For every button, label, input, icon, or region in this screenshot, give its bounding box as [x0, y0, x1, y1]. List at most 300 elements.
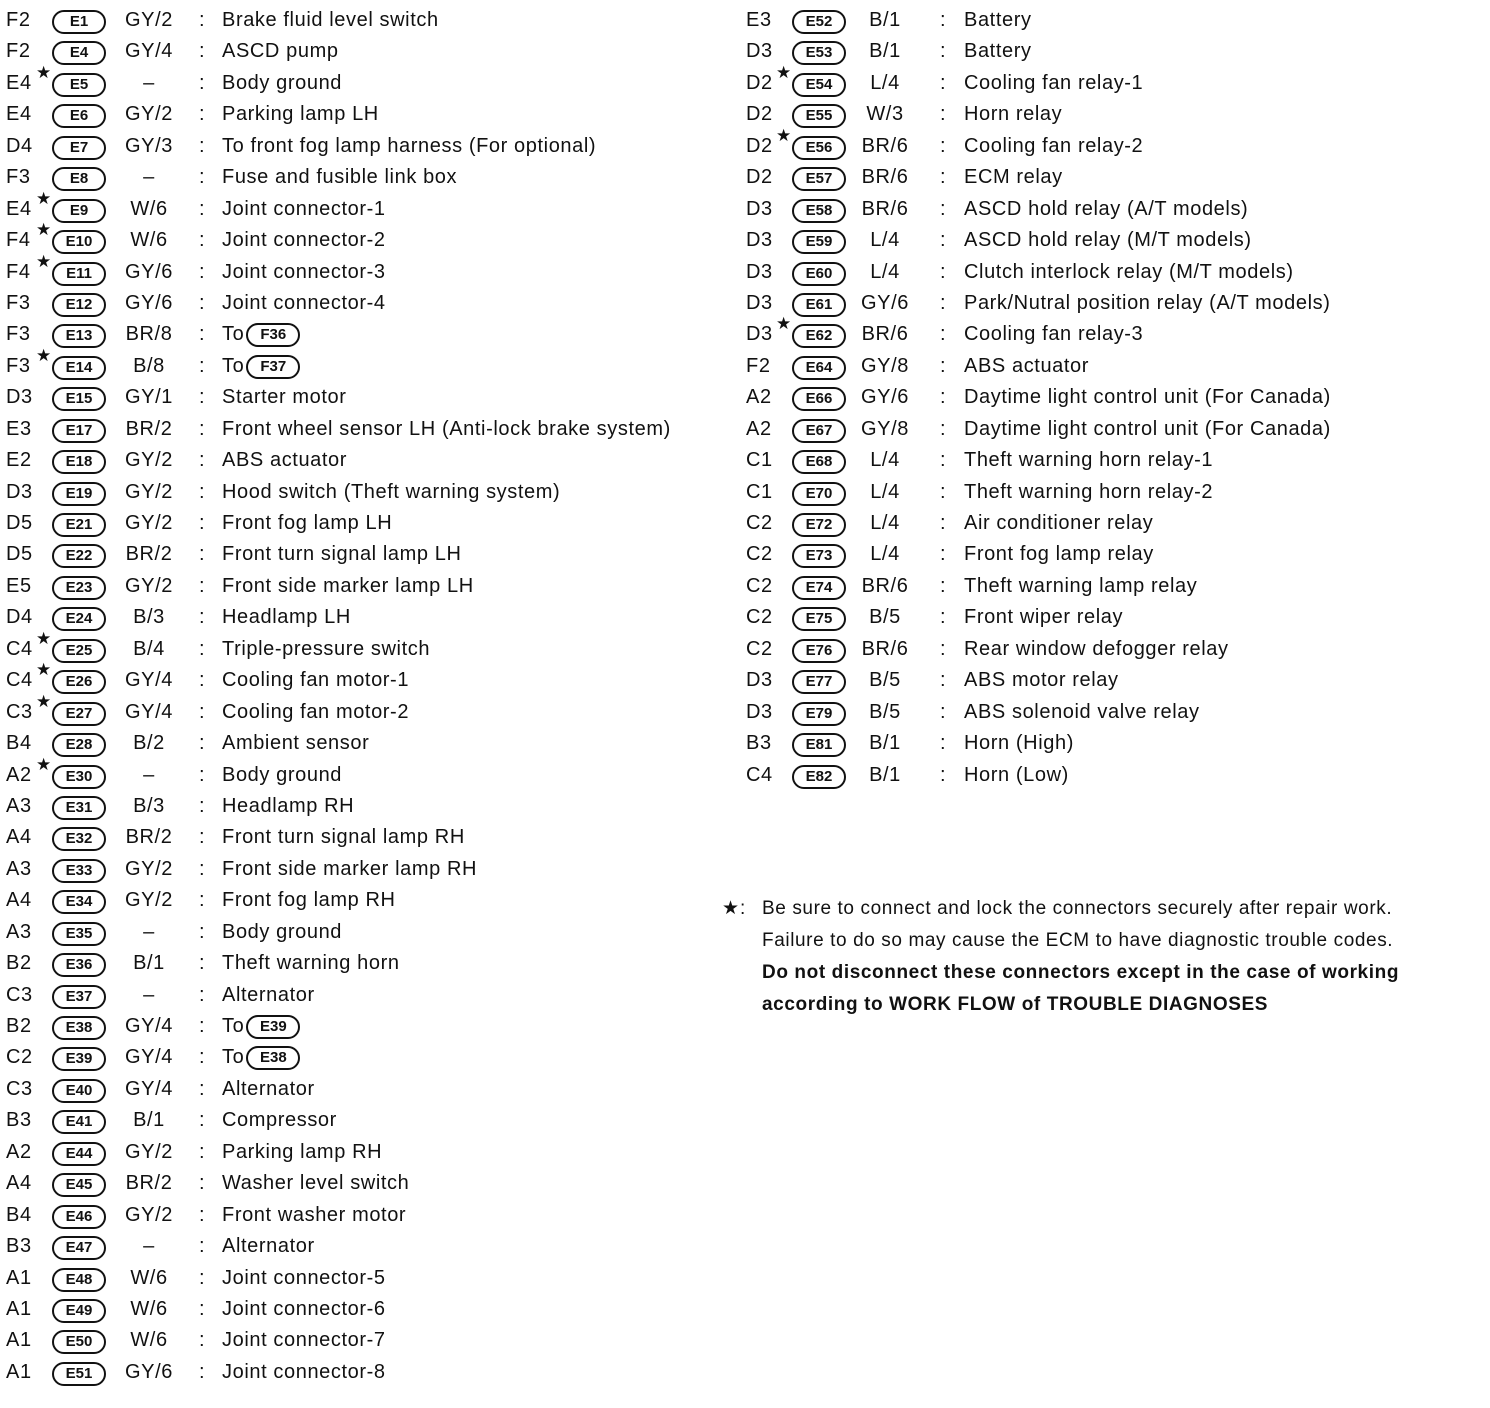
connector-description [964, 257, 1294, 288]
connector-description [222, 257, 386, 288]
description-text: Front side marker lamp LH [222, 574, 474, 597]
description-text: Daytime light control unit (For Canada) [964, 417, 1331, 440]
connector-description [222, 508, 392, 539]
description-text: Clutch interlock relay (M/T models) [964, 260, 1294, 283]
connector-row [746, 5, 1386, 36]
description-text: Fuse and fusible link box [222, 166, 458, 189]
description-text: Headlamp RH [222, 794, 355, 817]
grid-location: E3 [6, 417, 32, 440]
connector-number-badge: E70 [792, 482, 846, 506]
terminal-spec: GY/6 [125, 291, 173, 314]
terminal-spec: W/3 [866, 103, 904, 126]
grid-location: C2 [6, 1046, 33, 1069]
colon-separator: : [940, 512, 947, 534]
grid-location: F3 [6, 323, 31, 346]
description-text: Joint connector-1 [222, 197, 386, 220]
connector-number-badge: E8 [52, 167, 106, 191]
referenced-connector-badge: E39 [246, 1015, 300, 1039]
description-text: Joint connector-4 [222, 291, 386, 314]
connector-description [222, 1357, 386, 1388]
star-icon: ★ [36, 62, 52, 82]
connector-description [222, 1263, 386, 1294]
connector-number-badge: E53 [792, 41, 846, 65]
connector-description [964, 194, 1248, 225]
grid-location: A3 [6, 920, 32, 943]
connector-number-badge: E15 [52, 387, 106, 411]
colon-separator: : [940, 166, 947, 189]
description-text: Body ground [222, 920, 343, 943]
description-text: Starter motor [222, 386, 347, 409]
connector-row [6, 319, 726, 350]
colon-separator: : [940, 260, 947, 283]
description-text: Body ground [222, 71, 343, 94]
description-text: Joint connector-5 [222, 1266, 386, 1289]
description-text: Triple-pressure switch [222, 637, 431, 660]
colon-separator: : [940, 732, 947, 755]
terminal-spec: GY/2 [125, 574, 173, 597]
connector-row [746, 62, 1386, 99]
connector-row [6, 602, 726, 633]
terminal-spec: – [143, 1235, 155, 1258]
description-text: Brake fluid level switch [222, 9, 439, 31]
connector-row [746, 162, 1386, 193]
description-text: Cooling fan relay-1 [964, 71, 1144, 94]
description-text: Joint connector-7 [222, 1329, 386, 1352]
connector-row [6, 1357, 726, 1388]
grid-location: C4 [6, 637, 33, 660]
connector-number-badge: E76 [792, 639, 846, 663]
note-line-4: according to WORK FLOW of TROUBLE DIAGNOSES [762, 994, 1269, 1015]
description-text: To [222, 354, 245, 377]
connector-number-badge: E33 [52, 859, 106, 883]
connector-number-badge: E32 [52, 827, 106, 851]
connector-description [222, 162, 457, 193]
connector-row [6, 1074, 726, 1105]
grid-location: A1 [6, 1329, 32, 1352]
connector-row [6, 854, 726, 885]
note-line-1: Be sure to connect and lock the connectors securely after repair work. [762, 898, 1393, 919]
grid-location: D3 [746, 229, 773, 252]
description-text: Joint connector-3 [222, 260, 386, 283]
grid-location: C3 [6, 700, 33, 723]
description-text: Battery [964, 9, 1032, 31]
connector-description [964, 665, 1119, 696]
description-text: Theft warning horn [222, 952, 400, 975]
terminal-spec: BR/6 [861, 323, 909, 346]
grid-location: D5 [6, 543, 33, 566]
connector-description [964, 539, 1154, 570]
connector-number-badge: E24 [52, 607, 106, 631]
grid-location: F4 [6, 260, 31, 283]
connector-row [6, 1042, 726, 1073]
terminal-spec: L/4 [870, 71, 900, 94]
connector-number-badge: E4 [52, 41, 106, 65]
connector-row [6, 1231, 726, 1262]
grid-location: D3 [746, 669, 773, 692]
colon-separator: : [199, 1203, 206, 1226]
terminal-spec: B/5 [869, 606, 901, 629]
colon-separator: : [199, 1235, 206, 1258]
connector-description [222, 445, 347, 476]
connector-number-badge: E6 [52, 104, 106, 128]
colon-separator: : [199, 1297, 206, 1320]
terminal-spec: L/4 [870, 543, 900, 566]
terminal-spec: B/1 [869, 40, 901, 63]
star-icon: ★ [36, 251, 52, 271]
terminal-spec: GY/4 [125, 1077, 173, 1100]
connector-number-badge: E5 [52, 73, 106, 97]
terminal-spec: – [143, 166, 155, 189]
colon-separator: : [199, 1172, 206, 1195]
terminal-spec: GY/6 [861, 291, 909, 314]
connector-row [746, 225, 1386, 256]
terminal-spec: GY/2 [125, 9, 173, 31]
connector-description [222, 760, 342, 791]
grid-location: A4 [6, 826, 32, 849]
connector-number-badge: E64 [792, 356, 846, 380]
connector-number-badge: E21 [52, 513, 106, 537]
description-text: To [222, 323, 245, 346]
grid-location: D4 [6, 134, 33, 157]
colon-separator: : [940, 197, 947, 220]
terminal-spec: BR/6 [861, 637, 909, 660]
colon-separator: : [199, 9, 206, 31]
grid-location: C4 [746, 763, 773, 786]
grid-location: B3 [6, 1235, 32, 1258]
connector-description [222, 1168, 409, 1199]
connector-number-badge: E61 [792, 293, 846, 317]
connector-number-badge: E36 [52, 953, 106, 977]
grid-location: F2 [6, 40, 31, 63]
grid-location: D2 [746, 166, 773, 189]
connector-description [222, 68, 342, 99]
connector-number-badge: E11 [52, 262, 106, 286]
connector-description [222, 36, 339, 67]
connector-number-badge: E67 [792, 419, 846, 443]
connector-number-badge: E18 [52, 450, 106, 474]
star-icon: ★ [36, 691, 52, 711]
connector-row [6, 131, 726, 162]
connector-description [222, 791, 354, 822]
grid-location: D3 [746, 323, 773, 346]
grid-location: E4 [6, 197, 32, 220]
terminal-spec: B/8 [133, 354, 165, 377]
connector-description [222, 697, 409, 728]
description-text: Cooling fan relay-3 [964, 323, 1144, 346]
grid-location: A3 [6, 794, 32, 817]
connector-number-badge: E57 [792, 167, 846, 191]
note-line-3: Do not disconnect these connectors except in the case of working [762, 962, 1400, 983]
description-text: ABS motor relay [964, 669, 1119, 692]
terminal-spec: L/4 [870, 449, 900, 472]
terminal-spec: B/5 [869, 669, 901, 692]
star-icon: ★ [776, 314, 792, 334]
description-text: Parking lamp LH [222, 103, 379, 126]
connector-number-badge: E13 [52, 324, 106, 348]
connector-row [746, 414, 1386, 445]
terminal-spec: GY/4 [125, 669, 173, 692]
connector-number-badge: E28 [52, 733, 106, 757]
grid-location: D2 [746, 103, 773, 126]
colon-separator: : [940, 354, 947, 377]
description-text: Alternator [222, 1077, 315, 1100]
connector-row [6, 1200, 726, 1231]
connector-description [222, 319, 300, 350]
connector-description [222, 634, 430, 665]
terminal-spec: – [143, 920, 155, 943]
terminal-spec: W/6 [130, 229, 168, 252]
terminal-spec: BR/2 [125, 826, 173, 849]
colon-separator: : [199, 1015, 206, 1037]
connector-description [964, 36, 1032, 67]
connector-number-badge: E59 [792, 230, 846, 254]
terminal-spec: W/6 [130, 197, 168, 220]
connector-number-badge: E40 [52, 1079, 106, 1103]
terminal-spec: BR/6 [861, 134, 909, 157]
colon-separator: : [199, 763, 206, 786]
connector-number-badge: E34 [52, 890, 106, 914]
description-text: Ambient sensor [222, 732, 370, 755]
referenced-connector-badge: F36 [246, 323, 300, 347]
connector-number-badge: E66 [792, 387, 846, 411]
description-text: Rear window defogger relay [964, 637, 1229, 660]
connector-number-badge: E27 [52, 702, 106, 726]
connector-number-badge: E54 [792, 73, 846, 97]
terminal-spec: B/3 [133, 794, 165, 817]
connector-row [746, 477, 1386, 508]
connector-description [222, 1231, 315, 1262]
star-icon: ★ [776, 125, 792, 145]
connector-number-badge: E51 [52, 1362, 106, 1386]
connector-row [746, 257, 1386, 288]
connector-number-badge: E49 [52, 1299, 106, 1323]
description-text: ASCD hold relay (M/T models) [964, 229, 1252, 252]
connector-row [746, 194, 1386, 225]
colon-separator: : [940, 323, 947, 346]
connector-number-badge: E31 [52, 796, 106, 820]
colon-separator: : [940, 103, 947, 126]
connector-description [222, 1294, 386, 1325]
connector-row [746, 382, 1386, 413]
grid-location: C2 [746, 574, 773, 597]
description-text: To [222, 1015, 245, 1037]
grid-location: A2 [746, 386, 772, 409]
grid-location: F2 [6, 9, 31, 31]
connector-row [6, 345, 726, 382]
connector-row [746, 314, 1386, 350]
description-text: Parking lamp RH [222, 1140, 383, 1163]
description-text: Alternator [222, 1235, 315, 1258]
grid-location: D4 [6, 606, 33, 629]
connector-row [6, 188, 726, 225]
connector-row [6, 1325, 726, 1356]
grid-location: A2 [6, 763, 32, 786]
terminal-spec: GY/6 [125, 260, 173, 283]
connector-number-badge: E7 [52, 136, 106, 160]
colon-separator: : [940, 669, 947, 692]
description-text: Front side marker lamp RH [222, 857, 478, 880]
connector-description [964, 477, 1213, 508]
colon-separator: : [199, 291, 206, 314]
star-icon: ★ [776, 62, 792, 82]
grid-location: B4 [6, 732, 32, 755]
colon-separator: : [199, 449, 206, 472]
terminal-spec: L/4 [870, 260, 900, 283]
description-text: Cooling fan relay-2 [964, 134, 1144, 157]
colon-separator: : [199, 543, 206, 566]
grid-location: C2 [746, 637, 773, 660]
terminal-spec: B/1 [133, 1109, 165, 1132]
connector-description [222, 602, 351, 633]
terminal-spec: GY/8 [861, 354, 909, 377]
colon-separator: : [199, 1360, 206, 1383]
connector-description [964, 5, 1032, 36]
description-text: ASCD pump [222, 40, 339, 63]
colon-separator: : [940, 9, 947, 31]
connector-description [222, 1011, 300, 1042]
connector-description [222, 822, 465, 853]
grid-location: B4 [6, 1203, 32, 1226]
terminal-spec: BR/6 [861, 166, 909, 189]
connector-row [6, 885, 726, 916]
connector-row [746, 760, 1386, 791]
grid-location: A2 [746, 417, 772, 440]
connector-description [964, 728, 1074, 759]
grid-location: D5 [6, 512, 33, 534]
colon-separator: : [199, 826, 206, 849]
description-text: Front fog lamp LH [222, 512, 393, 534]
description-text: Horn relay [964, 103, 1063, 126]
colon-separator: : [199, 889, 206, 912]
connector-row [6, 660, 726, 696]
connector-number-badge: E50 [52, 1330, 106, 1354]
description-text: To front fog lamp harness (For optional) [222, 134, 597, 157]
connector-description [964, 131, 1143, 162]
connector-number-badge: E46 [52, 1205, 106, 1229]
note-colon: : [740, 898, 746, 919]
connector-row [6, 791, 726, 822]
connector-description [222, 917, 342, 948]
colon-separator: : [940, 543, 947, 566]
connector-number-badge: E62 [792, 324, 846, 348]
connector-number-badge: E22 [52, 544, 106, 568]
colon-separator: : [199, 71, 206, 94]
colon-separator: : [940, 291, 947, 314]
connector-row [6, 220, 726, 256]
description-text: Headlamp LH [222, 606, 351, 629]
colon-separator: : [199, 1266, 206, 1289]
terminal-spec: GY/4 [125, 1015, 173, 1037]
grid-location: B2 [6, 1015, 32, 1037]
connector-row [6, 1294, 726, 1325]
connector-row [746, 571, 1386, 602]
connector-row [6, 754, 726, 791]
connector-description [222, 571, 474, 602]
star-icon: ★ [36, 220, 52, 240]
connector-description [222, 194, 386, 225]
grid-location: E2 [6, 449, 32, 472]
description-text: Front turn signal lamp RH [222, 826, 465, 849]
terminal-spec: GY/4 [125, 40, 173, 63]
connector-number-badge: E41 [52, 1110, 106, 1134]
connector-row [746, 665, 1386, 696]
grid-location: A4 [6, 889, 32, 912]
connector-row [6, 628, 726, 665]
terminal-spec: GY/4 [125, 1046, 173, 1069]
grid-location: D2 [746, 71, 773, 94]
terminal-spec: B/1 [869, 763, 901, 786]
colon-separator: : [940, 229, 947, 252]
connector-number-badge: E77 [792, 670, 846, 694]
connector-number-badge: E68 [792, 450, 846, 474]
terminal-spec: B/1 [869, 9, 901, 31]
grid-location: D3 [746, 291, 773, 314]
terminal-spec: GY/1 [125, 386, 173, 409]
terminal-spec: GY/8 [861, 417, 909, 440]
connector-row [6, 508, 726, 539]
connector-row [6, 917, 726, 948]
connector-description [222, 382, 347, 413]
colon-separator: : [199, 1329, 206, 1352]
colon-separator: : [199, 1077, 206, 1100]
colon-separator: : [199, 417, 206, 440]
colon-separator: : [199, 983, 206, 1006]
grid-location: D3 [746, 40, 773, 63]
connector-row [6, 162, 726, 193]
connector-row [6, 1105, 726, 1136]
connector-row [6, 691, 726, 728]
colon-separator: : [199, 323, 206, 346]
grid-location: D3 [746, 700, 773, 723]
colon-separator: : [199, 732, 206, 755]
grid-location: F4 [6, 229, 31, 252]
description-text: Park/Nutral position relay (A/T models) [964, 291, 1331, 314]
grid-location: B3 [746, 732, 772, 755]
terminal-spec: BR/6 [861, 574, 909, 597]
description-text: Front fog lamp RH [222, 889, 396, 912]
description-text: ASCD hold relay (A/T models) [964, 197, 1249, 220]
colon-separator: : [940, 637, 947, 660]
colon-separator: : [199, 386, 206, 409]
grid-location: E3 [746, 9, 772, 31]
connector-description [964, 634, 1229, 665]
grid-location: C3 [6, 1077, 33, 1100]
grid-location: E4 [6, 71, 32, 94]
connector-number-badge: E23 [52, 576, 106, 600]
connector-row [746, 539, 1386, 570]
connector-row [6, 414, 726, 445]
connector-row [6, 5, 726, 36]
connector-row [6, 99, 726, 130]
connector-description [222, 1042, 300, 1073]
note-line-2: Failure to do so may cause the ECM to have diagnostic trouble codes. [762, 930, 1394, 951]
connector-description [964, 414, 1331, 445]
connector-number-badge: E19 [52, 482, 106, 506]
connector-number-badge: E55 [792, 104, 846, 128]
grid-location: C3 [6, 983, 33, 1006]
grid-location: B3 [6, 1109, 32, 1132]
connector-row [746, 351, 1386, 382]
colon-separator: : [940, 449, 947, 472]
grid-location: A4 [6, 1172, 32, 1195]
connector-number-badge: E72 [792, 513, 846, 537]
connector-description [222, 885, 396, 916]
connector-number-badge: E48 [52, 1268, 106, 1292]
colon-separator: : [199, 669, 206, 692]
colon-separator: : [199, 700, 206, 723]
connector-row [746, 99, 1386, 130]
terminal-spec: W/6 [130, 1297, 168, 1320]
